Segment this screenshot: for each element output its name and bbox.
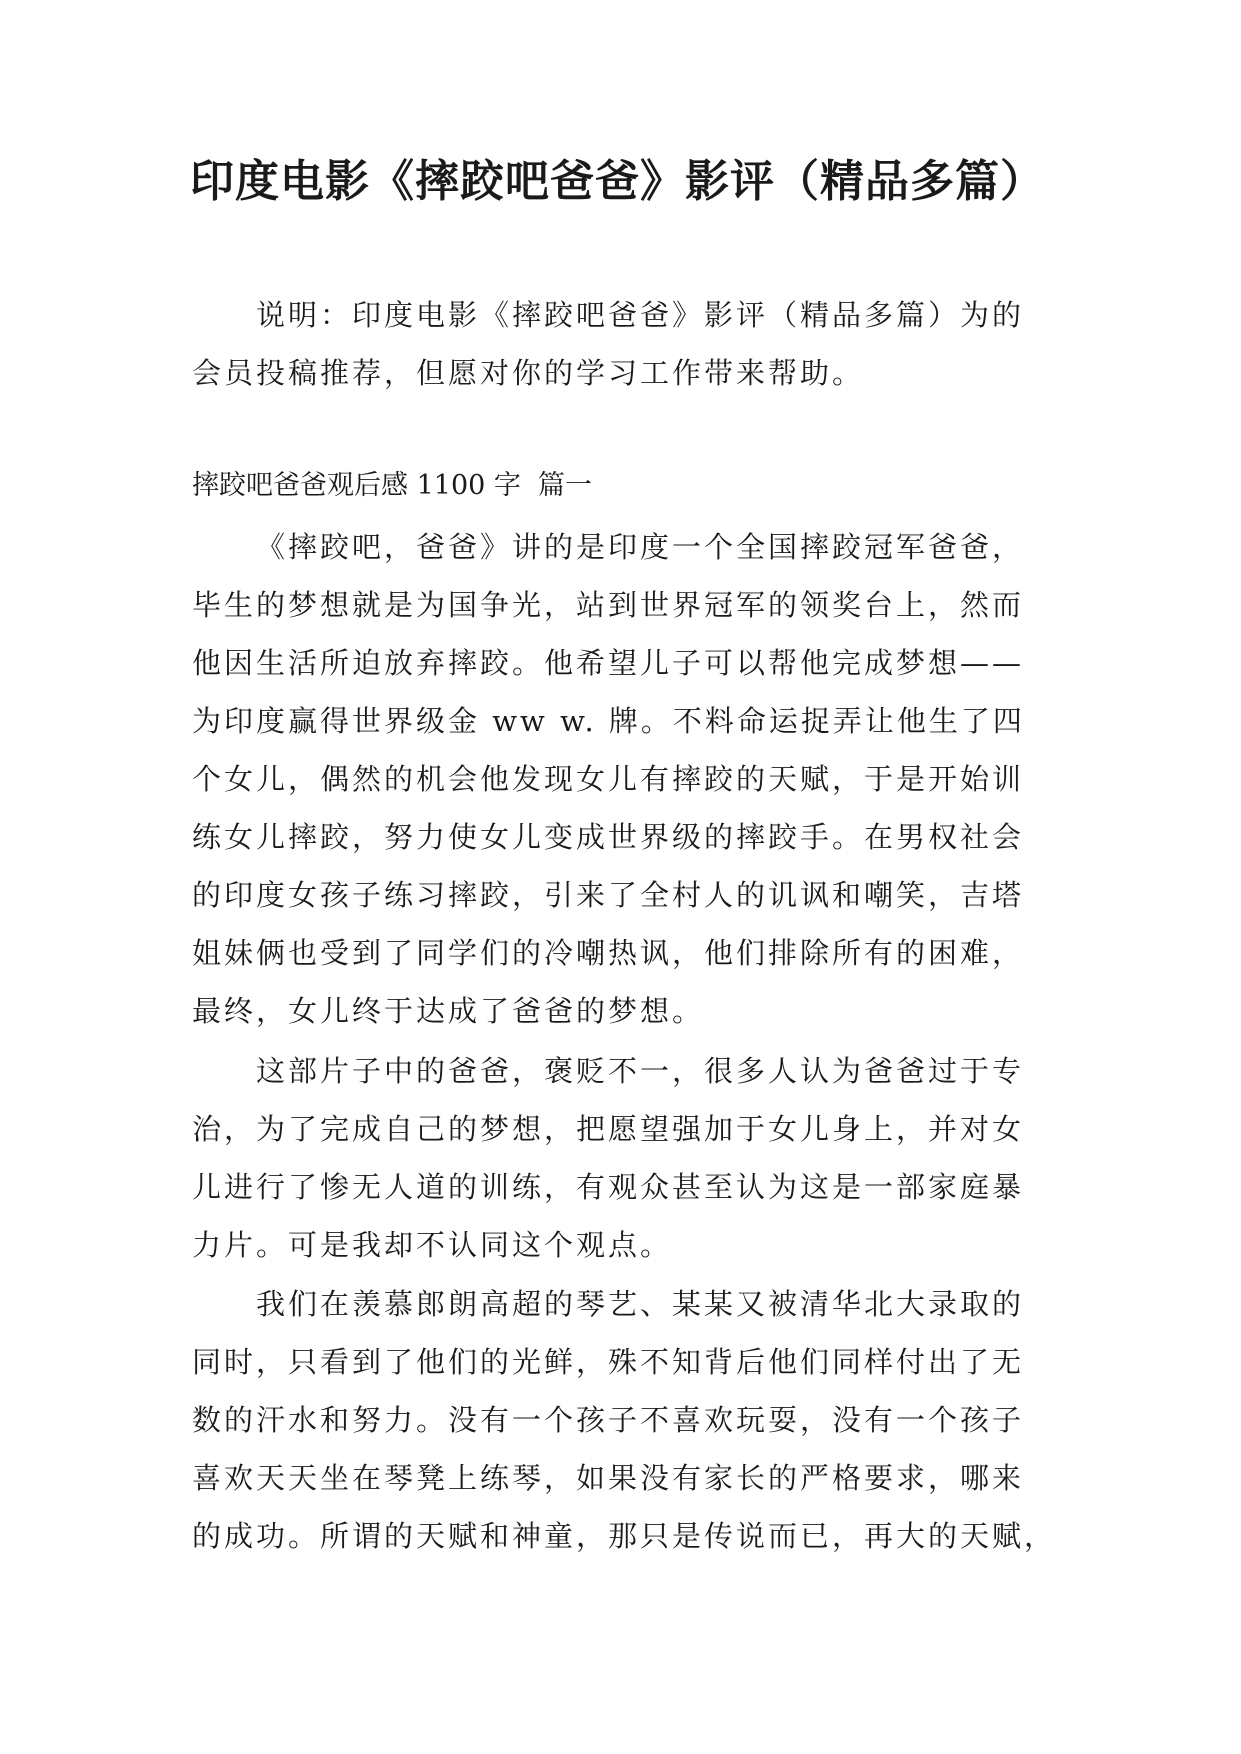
paragraph-line: 力片。可是我却不认同这个观点。 — [192, 1228, 673, 1262]
paragraph-line: 治，为了完成自己的梦想，把愿望强加于女儿身上，并对女 — [192, 1112, 1025, 1146]
paragraph-line: 《摔跤吧，爸爸》讲的是印度一个全国摔跤冠军爸爸， — [256, 530, 1025, 564]
paragraph-line: 同时，只看到了他们的光鲜，殊不知背后他们同样付出了无 — [192, 1345, 1025, 1379]
section-heading: 摔跤吧爸爸观后感 1100 字 篇一 — [192, 470, 593, 501]
body-paragraph-3 — [192, 1275, 1057, 1565]
paragraph-line: 喜欢天天坐在琴凳上练琴，如果没有家长的严格要求，哪来 — [192, 1461, 1025, 1495]
paragraph-line: 儿进行了惨无人道的训练，有观众甚至认为这是一部家庭暴 — [192, 1170, 1025, 1204]
paragraph-line: 我们在羡慕郎朗高超的琴艺、某某又被清华北大录取的 — [256, 1287, 1025, 1321]
paragraph-line: 的印度女孩子练习摔跤，引来了全村人的讥讽和嘲笑，吉塔 — [192, 878, 1025, 912]
body-paragraph-2 — [192, 1042, 1052, 1274]
paragraph-line: 练女儿摔跤，努力使女儿变成世界级的摔跤手。在男权社会 — [192, 820, 1025, 854]
paragraph-line: 他因生活所迫放弃摔跤。他希望儿子可以帮他完成梦想—— — [192, 646, 1025, 680]
paragraph-line: 毕生的梦想就是为国争光，站到世界冠军的领奖台上，然而 — [192, 588, 1025, 622]
intro-line: 说明：印度电影《摔跤吧爸爸》影评（精品多篇）为的 — [256, 298, 1025, 332]
paragraph-line: 数的汗水和努力。没有一个孩子不喜欢玩耍，没有一个孩子 — [192, 1403, 1025, 1437]
paragraph-line: 姐妹俩也受到了同学们的冷嘲热讽，他们排除所有的困难， — [192, 936, 1025, 970]
body-paragraph-1 — [192, 518, 1052, 1040]
paragraph-line: 这部片子中的爸爸，褒贬不一，很多人认为爸爸过于专 — [256, 1054, 1025, 1088]
intro-line: 会员投稿推荐，但愿对你的学习工作带来帮助。 — [192, 356, 865, 390]
paragraph-line: 最终，女儿终于达成了爸爸的梦想。 — [192, 994, 705, 1028]
paragraph-line: 为印度赢得世界级金 ww w. 牌。不料命运捉弄让他生了四 — [192, 704, 1025, 738]
paragraph-line: 个女儿，偶然的机会他发现女儿有摔跤的天赋，于是开始训 — [192, 762, 1025, 796]
document-title: 印度电影《摔跤吧爸爸》影评（精品多篇） — [190, 156, 1045, 207]
intro-paragraph — [192, 286, 1052, 402]
paragraph-line: 的成功。所谓的天赋和神童，那只是传说而已，再大的天赋， — [192, 1519, 1057, 1553]
